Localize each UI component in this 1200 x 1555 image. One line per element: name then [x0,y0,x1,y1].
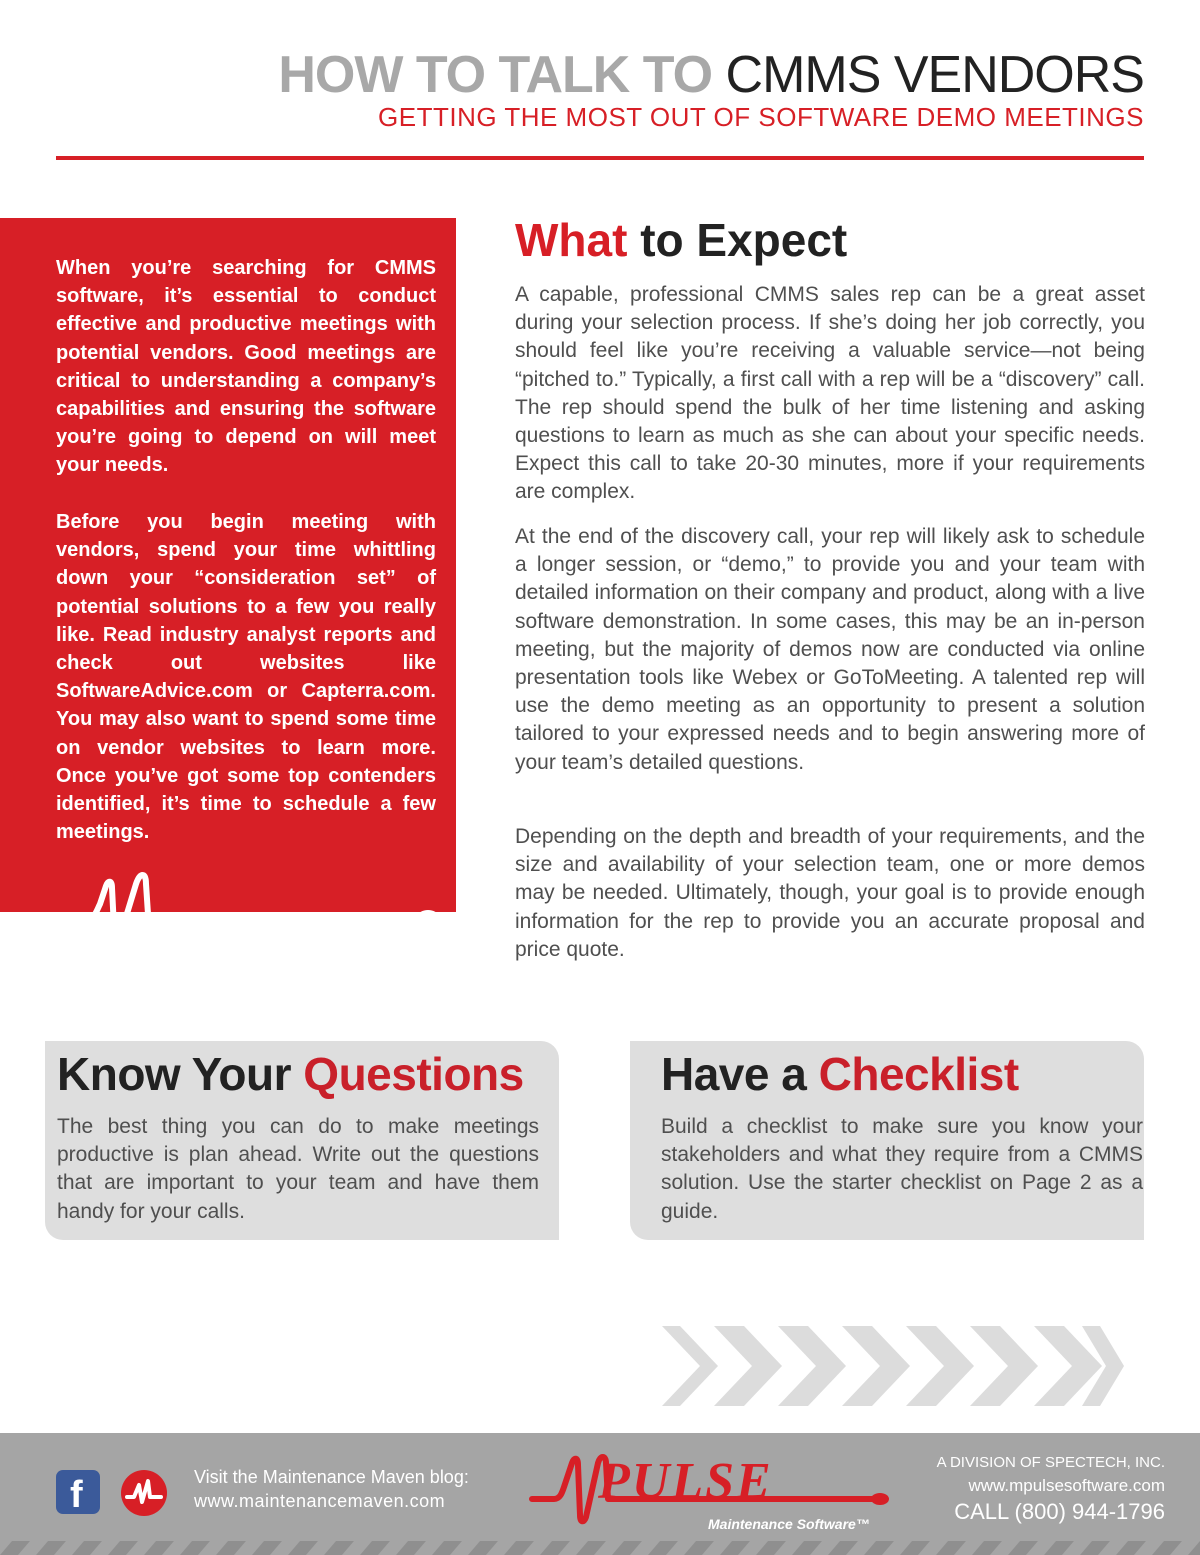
company-website-link[interactable]: www.mpulsesoftware.com [968,1476,1165,1495]
title-tail: CMMS VENDORS [725,46,1144,104]
what-to-expect-heading [515,210,847,270]
facebook-icon[interactable] [56,1470,100,1514]
header-divider [56,156,1144,160]
division-text: A DIVISION OF SPECTECH, INC. [936,1454,1165,1471]
maintenance-maven-icon[interactable] [121,1470,167,1516]
have-a-checklist-card [630,1041,1144,1240]
logo-wordmark: PULSE [598,1453,773,1510]
maven-pulse-icon [121,1470,167,1516]
card-title-rest: Have a [661,1048,819,1100]
heading-accent: What [515,214,628,266]
card-title-rest: Know Your [57,1048,304,1100]
page-subtitle: GETTING THE MOST OUT OF SOFTWARE DEMO MEETINGS [378,102,1144,132]
know-your-questions-card [45,1041,559,1240]
card-title-accent: Checklist [818,1048,1019,1100]
blog-label: Visit the Maintenance Maven blog: [194,1467,469,1487]
heading-rest: to Expect [627,214,848,266]
footer-stripes [0,1541,1200,1555]
expect-paragraph-1: A capable, professional CMMS sales rep can be a great asset during your selection process. If she’s doing her job correctly, you should feel like you’re receiving a valuable service—not being “pitched to.” Typically, a first call with a rep will be a “discovery” call. The rep should spend the bulk of her time listening and asking questions to learn as much as she can about your specific needs. Expect this call to take 20-30 minutes, more if your requirements are complex. [515,283,1145,504]
facebook-glyph: f [70,1474,83,1516]
blog-url-link[interactable]: www.maintenancemaven.com [194,1491,446,1511]
chevron-arrows-icon [662,1326,1126,1406]
intro-paragraph-1: When you’re searching for CMMS software, it’s essential to conduct effective and productive meetings with potential vendors. Good meetings are critical to understanding a company’s capabilities and ensuring the software you’re going to depend on will meet your needs. [56,257,436,477]
pulse-line-icon [56,866,446,946]
page-title [278,44,1144,106]
card-title [57,1045,524,1103]
card-body: The best thing you can do to make meetings productive is plan ahead. Write out the questions that are important to your team and have them handy for your calls. [57,1115,539,1223]
intro-paragraph-2: Before you begin meeting with vendors, spend your time whittling down your “consideration set” of potential solutions to a few you really like. Read industry analyst reports and check out websites like SoftwareAdvice.com or Capterra.com. You may also want to spend some time on vendor websites to learn more. Once you’ve got some top contenders identified, it’s time to schedule a few meetings. [56,511,436,844]
card-body: Build a checklist to make sure you know your stakeholders and what they require from a CMMS solution. Use the starter checklist on Page 2 as a guide. [661,1115,1143,1223]
logo-tagline: Maintenance Software™ [708,1516,870,1532]
title-lead: HOW TO TALK TO [278,46,713,104]
card-title [661,1045,1019,1103]
expect-paragraph-3: Depending on the depth and breadth of your requirements, and the size and availability of your selection team, one or more demos may be needed. Ultimately, though, your goal is to provide enough information for the rep to provide you an accurate proposal and price quote. [515,825,1145,961]
expect-paragraph-2: At the end of the discovery call, your rep will likely ask to schedule a longer session, or “demo,” to provide you and your team with detailed information on their company and product, along with a live software demonstration. In some cases, this may be an in-person meeting, but the majority of demos now are conducted via online presentation tools like Webex or GoToMeeting. A talented rep will use the demo meeting as an opportunity to present a solution tailored to your expressed needs and to begin answering more of your team’s detailed questions. [515,525,1145,774]
phone-number[interactable]: CALL (800) 944-1796 [954,1499,1165,1524]
card-title-accent: Questions [303,1048,524,1100]
